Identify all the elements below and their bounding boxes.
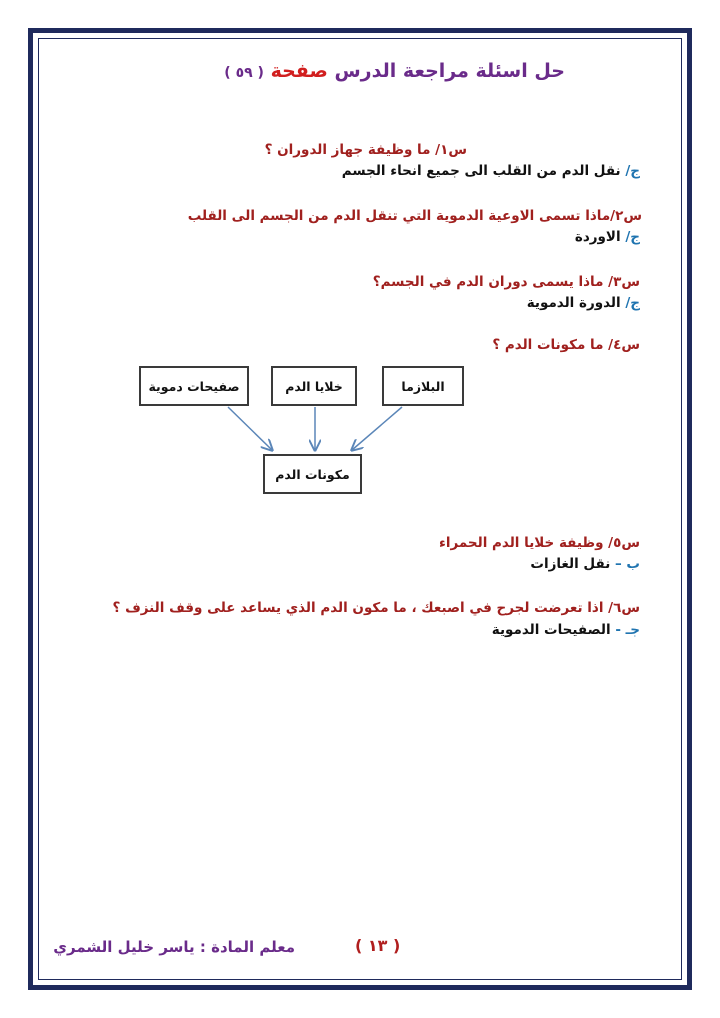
answer-marker: ب –: [614, 556, 640, 572]
answer-marker: ج/: [625, 163, 640, 179]
arrow-plasma: [352, 407, 402, 450]
answer-5: [530, 556, 640, 572]
teacher-name: معلم المادة : ياسر خليل الشمري: [53, 938, 295, 956]
title-highlight: صفحة: [270, 60, 328, 82]
question-6: س٦/ اذا تعرضت لجرح في اصبعك ، ما مكون الدم الذي يساعد على وقف النزف ؟: [112, 600, 640, 616]
answer-marker: جـ -: [615, 622, 640, 638]
answer-text: الاوردة: [574, 229, 621, 245]
title-text: حل اسئلة مراجعة الدرس: [334, 60, 565, 82]
answer-marker: ج/: [625, 295, 640, 311]
box-blood-cells: خلايا الدم: [271, 366, 357, 406]
arrow-platelets: [228, 407, 272, 450]
answer-marker: ج/: [625, 229, 640, 245]
question-5: س٥/ وظيفة خلايا الدم الحمراء: [438, 535, 640, 551]
answer-text: الصفيحات الدموية: [491, 622, 611, 638]
title-page-ref: ( ٥٩ ): [224, 65, 264, 81]
answer-text: نقل الغازات: [530, 556, 611, 572]
question-2: س٢/ماذا تسمى الاوعية الدموية التي تنقل الدم من الجسم الى القلب: [187, 208, 642, 224]
question-4: س٤/ ما مكونات الدم ؟: [492, 337, 640, 353]
box-platelets: صفيحات دموية: [139, 366, 249, 406]
answer-text: الدورة الدموية: [526, 295, 621, 311]
page-number: ( ١٣ ): [355, 936, 401, 955]
answer-6: [492, 622, 640, 638]
box-blood-components: مكونات الدم: [263, 454, 362, 494]
question-3: س٣/ ماذا يسمى دوران الدم في الجسم؟: [372, 274, 640, 290]
question-1: س١/ ما وظيفة جهاز الدوران ؟: [264, 142, 467, 158]
box-plasma: البلازما: [382, 366, 464, 406]
answer-text: نقل الدم من القلب الى جميع انحاء الجسم: [341, 163, 621, 179]
